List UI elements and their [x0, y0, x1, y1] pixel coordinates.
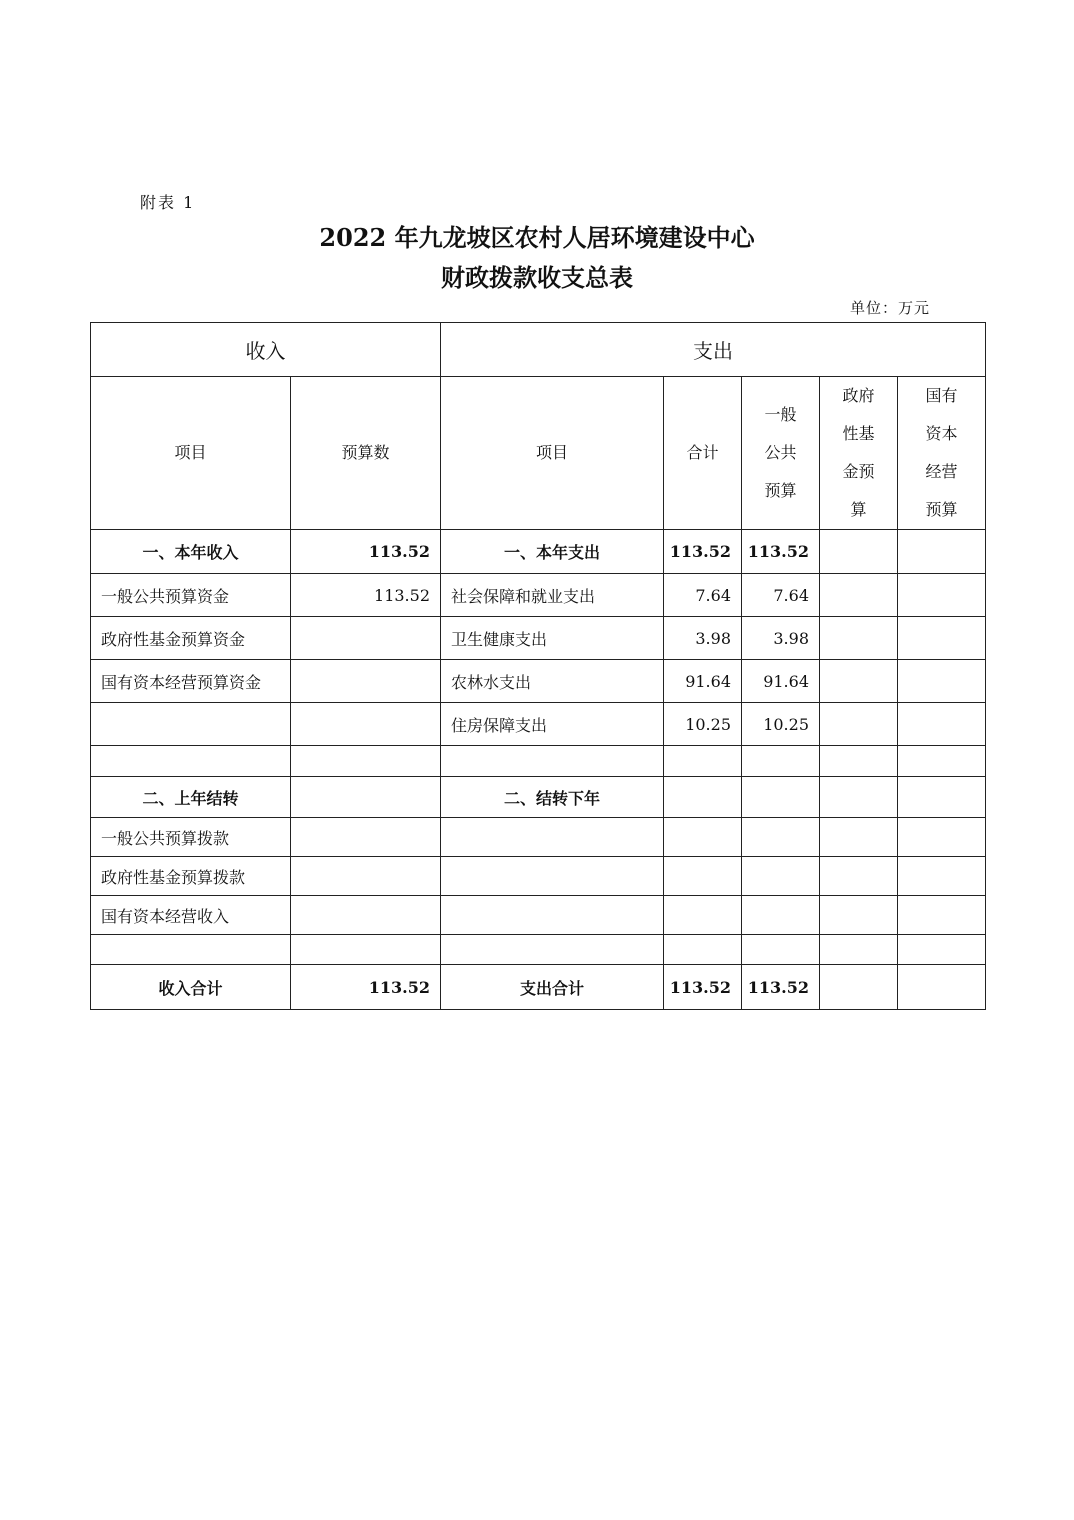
expense-general: 113.52: [742, 965, 820, 1010]
income-item: 二、上年结转: [91, 777, 291, 818]
income-amount: [291, 703, 441, 746]
table-row: [91, 530, 986, 574]
expense-header: 支出: [441, 323, 986, 377]
expense-general: [742, 857, 820, 896]
expense-state-capital: [898, 935, 986, 965]
table-row: [91, 896, 986, 935]
expense-total: [664, 935, 742, 965]
income-item: [91, 746, 291, 777]
income-amount: [291, 660, 441, 703]
expense-item: 住房保障支出: [441, 703, 664, 746]
expense-item: [441, 896, 664, 935]
table-row: [91, 965, 986, 1010]
budget-table: [90, 322, 986, 1010]
expense-total: 10.25: [664, 703, 742, 746]
expense-item: 二、结转下年: [441, 777, 664, 818]
expense-total: 113.52: [664, 530, 742, 574]
expense-general: [742, 746, 820, 777]
expense-gov-fund: [820, 777, 898, 818]
expense-state-capital: [898, 530, 986, 574]
expense-total: [664, 746, 742, 777]
col-header-budget: 预算数: [291, 377, 441, 530]
table-row: [91, 660, 986, 703]
expense-state-capital: [898, 818, 986, 857]
unit-label: 单位：万元: [850, 299, 931, 317]
income-item: [91, 935, 291, 965]
expense-gov-fund: [820, 965, 898, 1010]
expense-state-capital: [898, 746, 986, 777]
expense-gov-fund: [820, 660, 898, 703]
table-row: [91, 703, 986, 746]
expense-total: 113.52: [664, 965, 742, 1010]
expense-state-capital: [898, 777, 986, 818]
expense-item: 支出合计: [441, 965, 664, 1010]
table-row: [91, 935, 986, 965]
expense-general: 10.25: [742, 703, 820, 746]
expense-item: [441, 857, 664, 896]
expense-state-capital: [898, 857, 986, 896]
income-item: 国有资本经营收入: [91, 896, 291, 935]
expense-item: 社会保障和就业支出: [441, 574, 664, 617]
income-item: 国有资本经营预算资金: [91, 660, 291, 703]
income-amount: [291, 857, 441, 896]
income-item: 政府性基金预算拨款: [91, 857, 291, 896]
expense-general: 91.64: [742, 660, 820, 703]
expense-gov-fund: [820, 746, 898, 777]
expense-state-capital: [898, 574, 986, 617]
expense-total: 91.64: [664, 660, 742, 703]
income-amount: 113.52: [291, 574, 441, 617]
expense-general: [742, 896, 820, 935]
table-row: [91, 818, 986, 857]
income-item: 政府性基金预算资金: [91, 617, 291, 660]
income-amount: [291, 935, 441, 965]
expense-gov-fund: [820, 574, 898, 617]
expense-item: [441, 935, 664, 965]
table-row: [91, 574, 986, 617]
expense-total: 7.64: [664, 574, 742, 617]
expense-gov-fund: [820, 818, 898, 857]
expense-general: 3.98: [742, 617, 820, 660]
income-item: 一、本年收入: [91, 530, 291, 574]
income-amount: [291, 617, 441, 660]
expense-general: 113.52: [742, 530, 820, 574]
col-header-general-budget: 一般 公共 预算: [742, 377, 820, 530]
expense-total: [664, 857, 742, 896]
table-row: [91, 777, 986, 818]
col-header-state-capital: 国有 资本 经营 预算: [898, 377, 986, 530]
expense-general: 7.64: [742, 574, 820, 617]
expense-gov-fund: [820, 617, 898, 660]
table-row: [91, 857, 986, 896]
income-amount: [291, 818, 441, 857]
income-amount: 113.52: [291, 530, 441, 574]
col-header-gov-fund: 政府 性基 金预 算: [820, 377, 898, 530]
expense-gov-fund: [820, 935, 898, 965]
expense-total: [664, 777, 742, 818]
income-item: 收入合计: [91, 965, 291, 1010]
expense-general: [742, 818, 820, 857]
expense-general: [742, 777, 820, 818]
expense-gov-fund: [820, 896, 898, 935]
expense-item: 一、本年支出: [441, 530, 664, 574]
income-amount: [291, 746, 441, 777]
page-title-line2: 财政拨款收支总表: [441, 263, 633, 292]
col-header-income-item: 项目: [91, 377, 291, 530]
attachment-label: 附表 1: [140, 193, 196, 212]
expense-state-capital: [898, 896, 986, 935]
income-item: 一般公共预算拨款: [91, 818, 291, 857]
income-item: [91, 703, 291, 746]
income-amount: [291, 896, 441, 935]
expense-item: 农林水支出: [441, 660, 664, 703]
income-item: 一般公共预算资金: [91, 574, 291, 617]
expense-state-capital: [898, 703, 986, 746]
expense-total: [664, 818, 742, 857]
expense-state-capital: [898, 965, 986, 1010]
expense-gov-fund: [820, 703, 898, 746]
income-amount: [291, 777, 441, 818]
expense-item: 卫生健康支出: [441, 617, 664, 660]
expense-gov-fund: [820, 530, 898, 574]
expense-state-capital: [898, 660, 986, 703]
income-header: 收入: [91, 323, 441, 377]
table-row: [91, 746, 986, 777]
expense-item: [441, 746, 664, 777]
expense-state-capital: [898, 617, 986, 660]
expense-total: 3.98: [664, 617, 742, 660]
page-title-line1: 2022 年九龙坡区农村人居环境建设中心: [319, 223, 755, 252]
table-row: [91, 617, 986, 660]
expense-total: [664, 896, 742, 935]
col-header-total: 合计: [664, 377, 742, 530]
income-amount: 113.52: [291, 965, 441, 1010]
col-header-expense-item: 项目: [441, 377, 664, 530]
expense-general: [742, 935, 820, 965]
expense-gov-fund: [820, 857, 898, 896]
expense-item: [441, 818, 664, 857]
